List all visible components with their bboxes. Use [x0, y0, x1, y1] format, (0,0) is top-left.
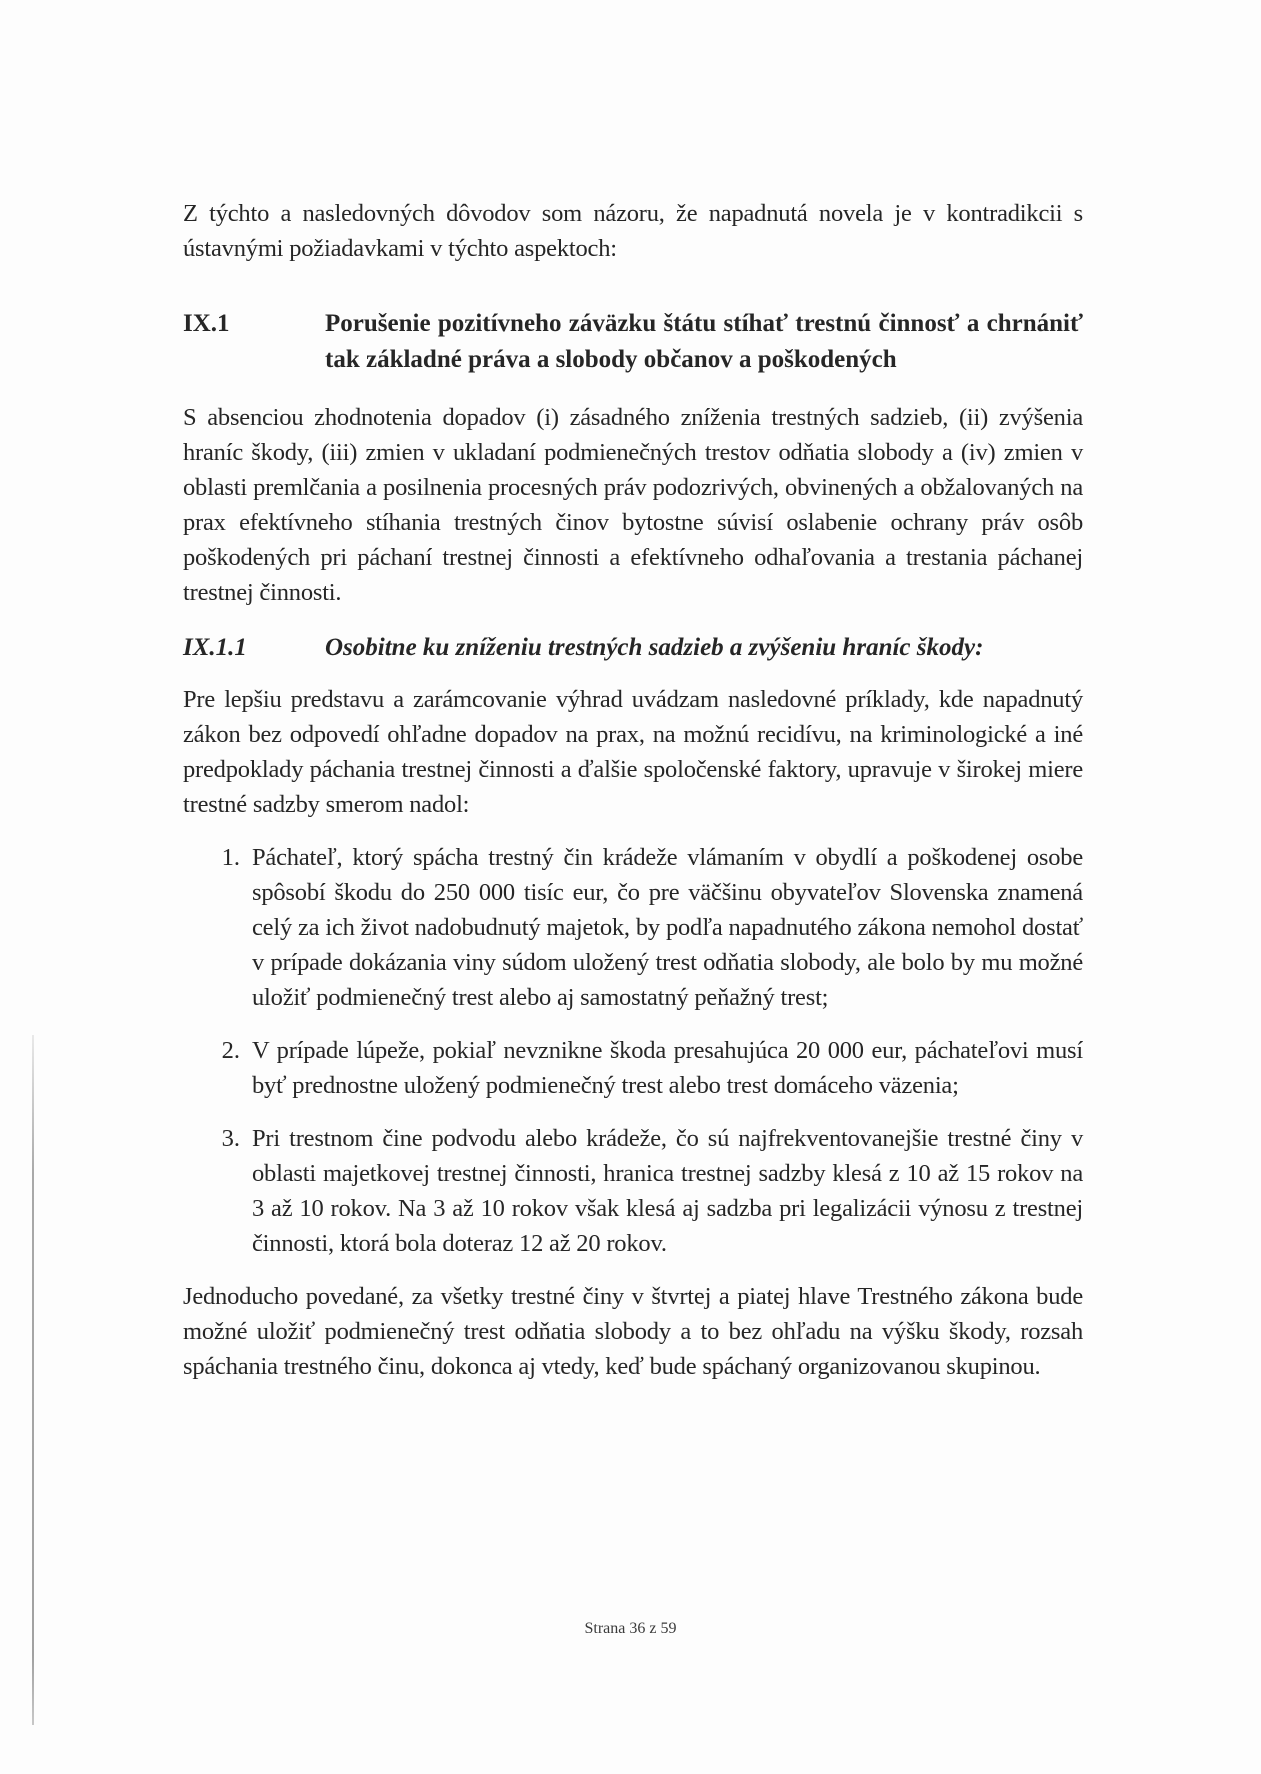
subsection-number: IX.1.1: [183, 634, 247, 661]
subsection-heading: [183, 630, 1083, 666]
list-item-marker: 2.: [221, 1037, 240, 1064]
closing-paragraph: Jednoducho povedané, za všetky trestné činy v štvrtej a piatej hlave Trestného zákona bude možné uložiť podmienečný trest odňatia slobody a to bez ohľadu na výšku škody, rozsah spáchania trestného činu, dokonca aj vtedy, keď bude spáchaný organizovanou skupinou.: [183, 1283, 1083, 1380]
examples-list: [183, 840, 1083, 1261]
list-item-marker: 3.: [221, 1125, 240, 1152]
section-paragraph: S absenciou zhodnotenia dopadov (i) zásadného zníženia trestných sadzieb, (ii) zvýšenia hraníc škody, (iii) zmien v ukladaní podmienečných trestov odňatia slobody a (iv) zmien v oblasti premlčania a posilnenia procesných práv podozrivých, obvinených a obžalovaných na prax efektívneho stíhania trestných činov bytostne súvisí oslabenie ochrany práv osôb poškodených pri páchaní trestnej činnosti a efektívneho odhaľovania a trestania páchanej trestnej činnosti.: [183, 404, 1083, 606]
list-item: [183, 1033, 1083, 1103]
list-item: [183, 840, 1083, 1015]
list-item: [183, 1121, 1083, 1261]
list-item-text: V prípade lúpeže, pokiaľ nevznikne škoda presahujúca 20 000 eur, páchateľovi musí byť prednostne uložený podmienečný trest alebo trest domáceho väzenia;: [252, 1037, 1083, 1099]
section-title: Porušenie pozitívneho záväzku štátu stíhať trestnú činnosť a chrnániť tak základné práva a slobody občanov a poškodených: [325, 310, 1083, 373]
list-item-text: Páchateľ, ktorý spácha trestný čin krádeže vlámaním v obydlí a poškodenej osobe spôsobí škodu do 250 000 tisíc eur, čo pre väčšinu obyvateľov Slovenska znamená celý za ich život nadobudnutý majetok, by podľa napadnutého zákona nemohol dostať v prípade dokázania viny súdom uložený trest odňatia slobody, ale bolo by mu možné uložiť podmienečný trest alebo aj samostatný peňažný trest;: [252, 844, 1083, 1011]
page-content: [183, 196, 1083, 1384]
page-number-footer: Strana 36 z 59: [584, 1620, 677, 1637]
list-item-text: Pri trestnom čine podvodu alebo krádeže, čo sú najfrekventovanejšie trestné činy v oblasti majetkovej trestnej činnosti, hranica trestnej sadzby klesá z 10 až 15 rokov na 3 až 10 rokov. Na 3 až 10 rokov však klesá aj sadzba pri legalizácii výnosu z trestnej činnosti, ktorá bola doteraz 12 až 20 rokov.: [252, 1125, 1083, 1257]
list-item-marker: 1.: [221, 844, 240, 871]
subsection-paragraph: Pre lepšiu predstavu a zarámcovanie výhrad uvádzam nasledovné príklady, kde napadnutý zákon bez odpovedí ohľadne dopadov na prax, na možnú recidívu, na kriminologické a iné predpoklady páchania trestnej činnosti a ďalšie spoločenské faktory, upravuje v širokej miere trestné sadzby smerom nadol:: [183, 686, 1083, 818]
subsection-title: Osobitne ku zníženiu trestných sadzieb a zvýšeniu hraníc škody:: [325, 634, 984, 661]
section-heading: [183, 306, 1083, 378]
section-number: IX.1: [183, 310, 230, 337]
intro-paragraph: Z týchto a nasledovných dôvodov som názoru, že napadnutá novela je v kontradikcii s ústavnými požiadavkami v týchto aspektoch:: [183, 200, 1083, 262]
